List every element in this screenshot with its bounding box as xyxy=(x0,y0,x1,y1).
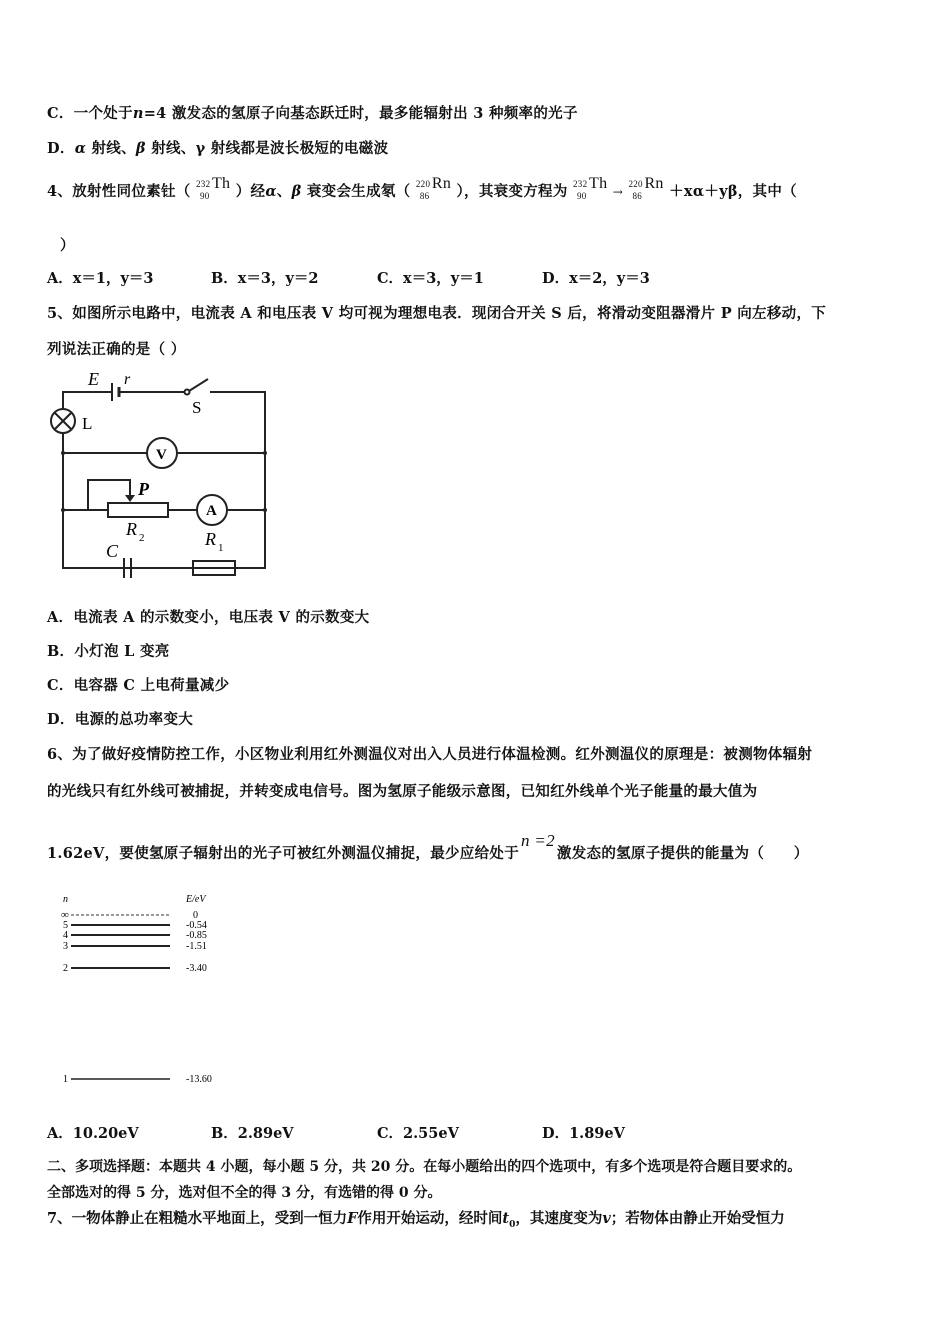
level-n-5: 5 xyxy=(63,920,68,931)
label-r2-sub: 2 xyxy=(139,532,145,544)
q6-stem-line1: 6、为了做好疫情防控工作，小区物业利用红外测温仪对出入人员进行体温检测。红外测温仪的原理是：被测物体辐射 xyxy=(47,746,813,763)
level-n-1: 1 xyxy=(63,1074,68,1085)
circuit-diagram xyxy=(40,365,280,580)
q4-option-c: C．x＝3，y＝1 xyxy=(377,270,484,287)
q3-option-d: D．α 射线、β 射线、γ 射线都是波长极短的电磁波 xyxy=(47,140,389,157)
q4-stem: 4、放射性同位素钍（ 232 90 Th ）经α、β 衰变会生成氡（ 220 86 Rn ），其衰变方程为 232 90 Th → 220 86 Rn ＋xα＋yβ，其中（ xyxy=(47,175,797,201)
q6-option-b: B．2.89eV xyxy=(211,1125,294,1142)
label-c: C xyxy=(106,541,119,561)
energy-level-diagram xyxy=(55,888,235,1093)
ammeter-label: A xyxy=(206,503,217,519)
section2-scoring: 全部选对的得 5 分，选对但不全的得 3 分，有选错的得 0 分。 xyxy=(47,1185,442,1201)
level-e-5: -0.54 xyxy=(186,920,207,931)
level-n-4: 4 xyxy=(63,930,68,941)
label-r1-sub: 1 xyxy=(218,542,224,554)
q5-option-a: A．电流表 A 的示数变小，电压表 V 的示数变大 xyxy=(47,609,370,626)
q4-option-b: B．x＝3，y＝2 xyxy=(211,270,319,287)
slider-arrow-icon xyxy=(125,495,135,502)
level-e-3: -1.51 xyxy=(186,941,207,952)
level-e-2: -3.40 xyxy=(186,963,207,974)
label-r: r xyxy=(124,371,131,388)
label-l: L xyxy=(82,414,93,433)
arrow-icon: → xyxy=(612,185,624,199)
label-r1: R xyxy=(205,529,216,549)
q4-option-a: A．x＝1，y＝3 xyxy=(47,270,154,287)
level-n-inf: ∞ xyxy=(61,909,69,921)
q7-stem: 7、一物体静止在粗糙水平地面上，受到一恒力F作用开始运动，经时间$t_0$，其速度变为v；若物体由静止开始受恒力 xyxy=(47,1210,785,1230)
q5-stem-line1: 5、如图所示电路中，电流表 A 和电压表 V 均可视为理想电表．现闭合开关 S 后，将滑动变阻器滑片 P 向左移动，下 xyxy=(47,305,827,322)
q6-stem-line2: 的光线只有红外线可被捕捉，并转变成电信号。图为氢原子能级示意图，已知红外线单个光子能量的最大值为 xyxy=(47,783,758,800)
q5-option-d: D．电源的总功率变大 xyxy=(47,711,194,728)
q6-option-a: A．10.20eV xyxy=(47,1125,139,1142)
radon-nuclide: 220 86 Rn xyxy=(415,175,452,201)
label-e: E xyxy=(88,369,99,389)
label-r2: R xyxy=(126,519,137,539)
q4-close-paren: ） xyxy=(60,237,75,254)
level-n-3: 3 xyxy=(63,941,68,952)
q6-option-d: D．1.89eV xyxy=(542,1125,625,1142)
state-n2: n =2 xyxy=(521,831,555,850)
q4-option-d: D．x＝2，y＝3 xyxy=(542,270,650,287)
q3-option-c: C．一个处于n=4 激发态的氢原子向基态跃迁时，最多能辐射出 3 种频率的光子 xyxy=(47,105,578,122)
level-e-4-value: -0.85 xyxy=(186,930,207,941)
label-s: S xyxy=(192,398,202,417)
q6-stem-line3: 1.62eV，要使氢原子辐射出的光子可被红外测温仪捕捉，最少应给处于n =2激发态的氢原子提供的能量为（ ） xyxy=(47,831,809,862)
e-header: E/eV xyxy=(186,894,206,905)
section2-heading: 二、多项选择题：本题共 4 小题，每小题 5 分，共 20 分。在每小题给出的四个选项中，有多个选项是符合题目要求的。 xyxy=(47,1159,802,1175)
level-n-2: 2 xyxy=(63,963,68,974)
level-e-inf: 0 xyxy=(193,910,198,921)
thorium-nuclide-equation: 232 90 Th xyxy=(573,175,608,201)
radon-nuclide-equation: 220 86 Rn xyxy=(628,175,664,201)
q6-option-c: C．2.55eV xyxy=(377,1125,459,1142)
q5-stem-line2: 列说法正确的是（ ） xyxy=(47,341,186,358)
q5-option-c: C．电容器 C 上电荷量减少 xyxy=(47,677,230,694)
q5-option-b: B．小灯泡 L 变亮 xyxy=(47,643,170,660)
level-e-1: -13.60 xyxy=(186,1074,212,1085)
n-header: n xyxy=(63,894,68,905)
thorium-nuclide: 232 90 Th xyxy=(195,175,231,201)
label-p: P xyxy=(138,479,149,499)
voltmeter-label: V xyxy=(156,447,167,463)
